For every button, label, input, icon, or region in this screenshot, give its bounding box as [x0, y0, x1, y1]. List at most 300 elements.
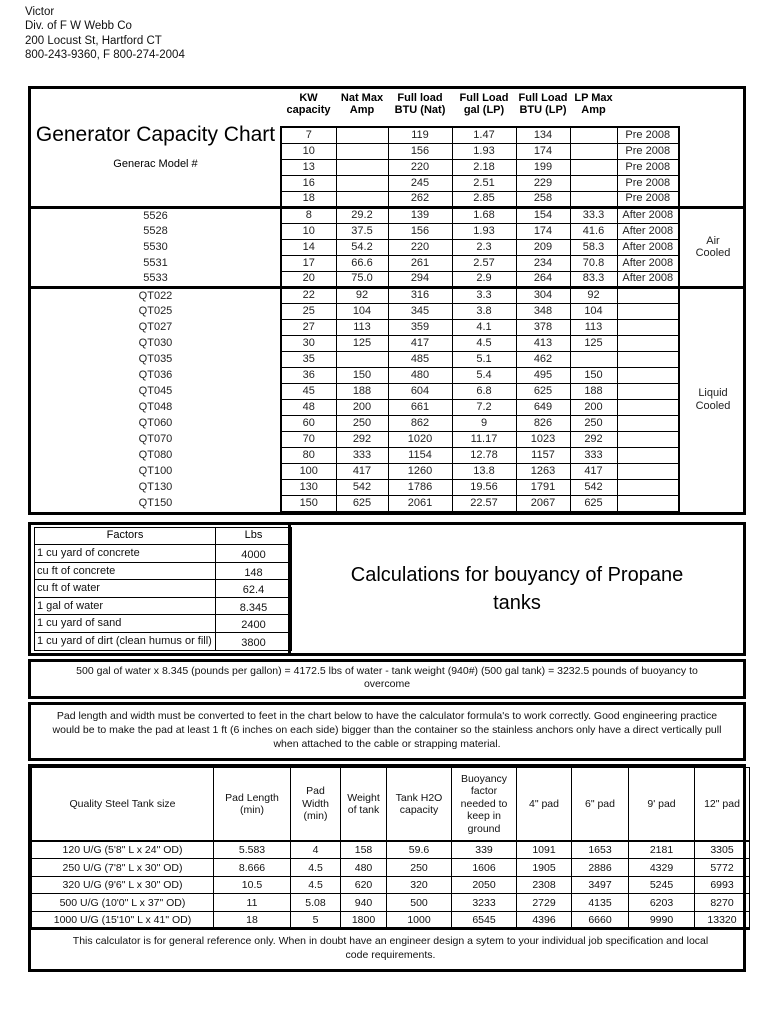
- qt-full-load-gal-lp: 4.1: [452, 319, 516, 335]
- model-number: QT022: [31, 287, 281, 303]
- pad-table-row: [32, 894, 750, 912]
- pad-pad-6in: 2886: [572, 859, 629, 877]
- model-number: QT027: [138, 320, 173, 333]
- pre2008-nat-max-amp: [336, 143, 388, 159]
- after2008-full-load-gal-lp: 1.68: [452, 207, 516, 223]
- after2008-era: After 2008: [617, 239, 679, 255]
- pre2008-full-load-btu-nat: 156: [388, 143, 452, 159]
- pad-tank-h2o-capacity: 500: [387, 894, 452, 912]
- factors-row: [35, 597, 292, 615]
- qt-lp-max-amp: 333: [570, 447, 617, 463]
- qt-full-load-btu-nat: 417: [388, 335, 452, 351]
- pad-pad-4in: 2729: [517, 894, 572, 912]
- column-header-era-blank: [617, 89, 679, 127]
- water-calc-note: 500 gal of water x 8.345 (pounds per gallon) = 4172.5 lbs of water - tank weight (940#) (500 gal tank) = 3232.5 pounds of buoyancy to overcome: [28, 659, 746, 700]
- generator-capacity-section: [28, 86, 746, 515]
- qt-nat-max-amp: 125: [336, 335, 388, 351]
- qt-full-load-btu-lp: 495: [516, 367, 570, 383]
- pre2008-nat-max-amp: [336, 191, 388, 207]
- column-header-full-load-gal-lp: Full Load gal (LP): [459, 92, 509, 117]
- pad-weight-of-tank: 620: [341, 876, 387, 894]
- letterhead-division: Div. of F W Webb Co: [25, 20, 132, 33]
- qt-nat-max-amp: 104: [336, 303, 388, 319]
- pad-table-header-row: [32, 767, 750, 841]
- pre2008-era: Pre 2008: [617, 143, 679, 159]
- pad-pad-9in: 9990: [629, 911, 695, 929]
- pad-table-header-tank-size: Quality Steel Tank size: [32, 767, 214, 841]
- pad-pad-12in: 6993: [695, 876, 750, 894]
- pre2008-era: Pre 2008: [617, 127, 679, 143]
- qt-era: [617, 367, 679, 383]
- pad-tank-h2o-capacity: 1000: [387, 911, 452, 929]
- factors-table: [34, 527, 292, 651]
- pre2008-kw-capacity: 16: [281, 175, 336, 191]
- after2008-full-load-btu-nat: 139: [388, 207, 452, 223]
- qt-full-load-btu-nat: 480: [388, 367, 452, 383]
- pad-tank-size: 250 U/G (7'8" L x 30" OD): [32, 859, 214, 877]
- pad-buoyancy-factor: 2050: [452, 876, 517, 894]
- qt-era: [617, 287, 679, 303]
- qt-row: [31, 479, 746, 495]
- after2008-full-load-btu-lp: 209: [516, 239, 570, 255]
- pad-table-header-pad-9in: 9' pad: [629, 767, 695, 841]
- column-header-lp-max-amp: LP Max Amp: [574, 92, 613, 117]
- pre2008-lp-max-amp: [570, 175, 617, 191]
- pad-pad-4in: 4396: [517, 911, 572, 929]
- qt-lp-max-amp: 292: [570, 431, 617, 447]
- after2008-row: [31, 271, 746, 287]
- qt-row: [31, 399, 746, 415]
- buoyancy-section: [28, 522, 746, 656]
- qt-row: [31, 431, 746, 447]
- qt-era: [617, 447, 679, 463]
- qt-row: [31, 287, 746, 303]
- after2008-nat-max-amp: 75.0: [336, 271, 388, 287]
- qt-full-load-btu-nat: 345: [388, 303, 452, 319]
- qt-lp-max-amp: 113: [570, 319, 617, 335]
- buoyancy-heading: Calculations for bouyancy of Propane tanks: [350, 563, 684, 614]
- qt-nat-max-amp: 292: [336, 431, 388, 447]
- qt-full-load-btu-lp: 378: [516, 319, 570, 335]
- air-cooled-label: Air Cooled: [679, 207, 746, 287]
- qt-nat-max-amp: 625: [336, 495, 388, 511]
- factors-header-lbs: Lbs: [216, 527, 292, 545]
- factor-value: 148: [216, 562, 292, 580]
- factor-value: 62.4: [216, 580, 292, 598]
- model-number: 5528: [143, 224, 168, 237]
- qt-full-load-btu-nat: 1020: [388, 431, 452, 447]
- qt-full-load-btu-nat: 1260: [388, 463, 452, 479]
- factor-value: 3800: [216, 632, 292, 650]
- column-header-nat-max-amp: Nat Max Amp: [340, 92, 384, 117]
- liquid-cooled-label: Liquid Cooled: [679, 287, 746, 511]
- after2008-nat-max-amp: 54.2: [336, 239, 388, 255]
- qt-full-load-btu-lp: 304: [516, 287, 570, 303]
- qt-full-load-btu-lp: 1023: [516, 431, 570, 447]
- after2008-kw-capacity: 8: [281, 207, 336, 223]
- qt-nat-max-amp: 333: [336, 447, 388, 463]
- pad-pad-6in: 4135: [572, 894, 629, 912]
- qt-full-load-btu-lp: 348: [516, 303, 570, 319]
- letterhead-name: Victor: [25, 6, 55, 18]
- qt-nat-max-amp: 113: [336, 319, 388, 335]
- pad-pad-12in: 3305: [695, 841, 750, 859]
- qt-nat-max-amp: 92: [336, 287, 388, 303]
- qt-kw-capacity: 60: [281, 415, 336, 431]
- qt-full-load-btu-nat: 2061: [388, 495, 452, 511]
- pad-pad-12in: 5772: [695, 859, 750, 877]
- pad-buoyancy-factor: 6545: [452, 911, 517, 929]
- factor-value: 2400: [216, 615, 292, 633]
- qt-era: [617, 351, 679, 367]
- after2008-full-load-btu-lp: 154: [516, 207, 570, 223]
- after2008-nat-max-amp: 66.6: [336, 255, 388, 271]
- qt-lp-max-amp: 188: [570, 383, 617, 399]
- pad-pad-12in: 13320: [695, 911, 750, 929]
- model-number: QT150: [138, 496, 173, 509]
- pad-pad-9in: 5245: [629, 876, 695, 894]
- model-number: QT060: [138, 416, 173, 429]
- qt-row: [31, 367, 746, 383]
- pad-pad-4in: 1091: [517, 841, 572, 859]
- qt-full-load-btu-lp: 649: [516, 399, 570, 415]
- qt-kw-capacity: 30: [281, 335, 336, 351]
- after2008-nat-max-amp: 37.5: [336, 223, 388, 239]
- pad-tank-size: 500 U/G (10'0" L x 37" OD): [32, 894, 214, 912]
- factor-label: 1 cu yard of concrete: [35, 545, 216, 563]
- pad-table-header-pad-length-min: Pad Length (min): [214, 767, 291, 841]
- after2008-era: After 2008: [617, 223, 679, 239]
- after2008-full-load-gal-lp: 1.93: [452, 223, 516, 239]
- qt-full-load-btu-nat: 359: [388, 319, 452, 335]
- pad-table-section: [28, 764, 746, 972]
- qt-full-load-gal-lp: 9: [452, 415, 516, 431]
- qt-kw-capacity: 35: [281, 351, 336, 367]
- pad-pad-9in: 4329: [629, 859, 695, 877]
- pad-buoyancy-factor: 3233: [452, 894, 517, 912]
- qt-full-load-gal-lp: 5.4: [452, 367, 516, 383]
- pad-table-row: [32, 841, 750, 859]
- qt-kw-capacity: 45: [281, 383, 336, 399]
- pad-table-row: [32, 911, 750, 929]
- qt-kw-capacity: 100: [281, 463, 336, 479]
- after2008-row: [31, 207, 746, 223]
- after2008-full-load-gal-lp: 2.3: [452, 239, 516, 255]
- after2008-era: After 2008: [617, 255, 679, 271]
- factors-header-label: Factors: [35, 527, 216, 545]
- pad-table-header-pad-4in: 4" pad: [517, 767, 572, 841]
- qt-era: [617, 463, 679, 479]
- qt-full-load-btu-lp: 462: [516, 351, 570, 367]
- factor-label: 1 gal of water: [35, 597, 216, 615]
- pad-table-header-pad-6in: 6" pad: [572, 767, 629, 841]
- pad-pad-9in: 6203: [629, 894, 695, 912]
- pad-pad-12in: 8270: [695, 894, 750, 912]
- after2008-era: After 2008: [617, 207, 679, 223]
- factors-row: [35, 562, 292, 580]
- pad-table-header-pad-12in: 12" pad: [695, 767, 750, 841]
- pad-table-footer-row: [32, 929, 750, 969]
- qt-lp-max-amp: [570, 351, 617, 367]
- pre2008-full-load-btu-lp: 229: [516, 175, 570, 191]
- qt-full-load-gal-lp: 4.5: [452, 335, 516, 351]
- after2008-full-load-btu-nat: 156: [388, 223, 452, 239]
- pre2008-lp-max-amp: [570, 159, 617, 175]
- model-number: QT025: [138, 304, 173, 317]
- generator-table-header-row: [31, 89, 746, 127]
- pre2008-nat-max-amp: [336, 159, 388, 175]
- pad-pad-width-min: 5.08: [291, 894, 341, 912]
- pre2008-era: Pre 2008: [617, 159, 679, 175]
- pad-weight-of-tank: 480: [341, 859, 387, 877]
- factors-row: [35, 615, 292, 633]
- pad-weight-of-tank: 158: [341, 841, 387, 859]
- pad-pad-4in: 1905: [517, 859, 572, 877]
- qt-full-load-btu-nat: 316: [388, 287, 452, 303]
- model-number: QT045: [138, 384, 173, 397]
- factors-header-row: [35, 527, 292, 545]
- after2008-full-load-btu-nat: 261: [388, 255, 452, 271]
- pre2008-lp-max-amp: [570, 191, 617, 207]
- model-number: QT030: [138, 336, 173, 349]
- qt-lp-max-amp: 625: [570, 495, 617, 511]
- factors-row: [35, 545, 292, 563]
- pre2008-kw-capacity: 7: [281, 127, 336, 143]
- qt-row: [31, 447, 746, 463]
- qt-nat-max-amp: 250: [336, 415, 388, 431]
- after2008-full-load-gal-lp: 2.9: [452, 271, 516, 287]
- qt-lp-max-amp: 150: [570, 367, 617, 383]
- after2008-row: [31, 255, 746, 271]
- pre2008-era: Pre 2008: [617, 175, 679, 191]
- pre2008-full-load-gal-lp: 2.18: [452, 159, 516, 175]
- qt-nat-max-amp: 542: [336, 479, 388, 495]
- pre2008-full-load-btu-lp: 199: [516, 159, 570, 175]
- column-header-full-load-btu-lp: Full Load BTU (LP): [518, 92, 568, 117]
- model-number: 5531: [143, 256, 168, 269]
- qt-kw-capacity: 70: [281, 431, 336, 447]
- qt-era: [617, 415, 679, 431]
- qt-lp-max-amp: 104: [570, 303, 617, 319]
- qt-full-load-btu-lp: 2067: [516, 495, 570, 511]
- pad-table-header-pad-width-min: Pad Width (min): [291, 767, 341, 841]
- pad-pad-length-min: 18: [214, 911, 291, 929]
- pad-pad-width-min: 4.5: [291, 876, 341, 894]
- qt-full-load-btu-nat: 1154: [388, 447, 452, 463]
- qt-era: [617, 319, 679, 335]
- after2008-lp-max-amp: 33.3: [570, 207, 617, 223]
- letterhead: [25, 5, 768, 62]
- pad-table-header-weight-of-tank: Weight of tank: [341, 767, 387, 841]
- factor-label: 1 cu yard of sand: [35, 615, 216, 633]
- qt-era: [617, 495, 679, 511]
- letterhead-phone: 800-243-9360, F 800-274-2004: [25, 48, 185, 61]
- after2008-era: After 2008: [617, 271, 679, 287]
- pad-pad-6in: 1653: [572, 841, 629, 859]
- column-header-full-load-btu-nat: Full load BTU (Nat): [394, 92, 446, 117]
- after2008-kw-capacity: 14: [281, 239, 336, 255]
- qt-row: [31, 463, 746, 479]
- qt-full-load-gal-lp: 3.3: [452, 287, 516, 303]
- pad-tank-h2o-capacity: 320: [387, 876, 452, 894]
- after2008-full-load-btu-lp: 264: [516, 271, 570, 287]
- pad-table: [31, 767, 750, 969]
- qt-full-load-btu-nat: 604: [388, 383, 452, 399]
- pad-tank-size: 320 U/G (9'6" L x 30" OD): [32, 876, 214, 894]
- after2008-kw-capacity: 10: [281, 223, 336, 239]
- qt-full-load-gal-lp: 12.78: [452, 447, 516, 463]
- pre2008-full-load-gal-lp: 2.51: [452, 175, 516, 191]
- qt-row: [31, 415, 746, 431]
- qt-full-load-gal-lp: 6.8: [452, 383, 516, 399]
- qt-full-load-btu-nat: 485: [388, 351, 452, 367]
- pre2008-full-load-btu-lp: 174: [516, 143, 570, 159]
- qt-era: [617, 383, 679, 399]
- model-number: 5533: [143, 272, 168, 285]
- qt-kw-capacity: 27: [281, 319, 336, 335]
- qt-lp-max-amp: 92: [570, 287, 617, 303]
- pad-pad-length-min: 8.666: [214, 859, 291, 877]
- generator-capacity-table: [31, 89, 746, 512]
- pad-weight-of-tank: 940: [341, 894, 387, 912]
- pad-pad-6in: 6660: [572, 911, 629, 929]
- qt-kw-capacity: 22: [281, 287, 336, 303]
- after2008-lp-max-amp: 83.3: [570, 271, 617, 287]
- pre2008-full-load-gal-lp: 2.85: [452, 191, 516, 207]
- after2008-full-load-btu-nat: 294: [388, 271, 452, 287]
- pad-table-header-tank-h2o-capacity: Tank H2O capacity: [387, 767, 452, 841]
- pad-weight-of-tank: 1800: [341, 911, 387, 929]
- pre2008-full-load-btu-nat: 119: [388, 127, 452, 143]
- model-number: QT048: [138, 400, 173, 413]
- pad-table-row: [32, 876, 750, 894]
- after2008-kw-capacity: 20: [281, 271, 336, 287]
- pre2008-full-load-btu-nat: 220: [388, 159, 452, 175]
- model-number: QT130: [138, 480, 173, 493]
- pad-tank-h2o-capacity: 59.6: [387, 841, 452, 859]
- qt-full-load-btu-lp: 625: [516, 383, 570, 399]
- generator-table-subtitle: Generac Model #: [113, 158, 198, 171]
- qt-era: [617, 335, 679, 351]
- pre2008-full-load-btu-lp: 134: [516, 127, 570, 143]
- factor-value: 4000: [216, 545, 292, 563]
- qt-full-load-btu-lp: 826: [516, 415, 570, 431]
- model-number: QT080: [138, 448, 173, 461]
- qt-row: [31, 319, 746, 335]
- pre2008-nat-max-amp: [336, 127, 388, 143]
- qt-era: [617, 399, 679, 415]
- pad-tank-h2o-capacity: 250: [387, 859, 452, 877]
- column-header-kw-capacity: KW capacity: [286, 92, 331, 117]
- qt-full-load-gal-lp: 13.8: [452, 463, 516, 479]
- qt-era: [617, 479, 679, 495]
- pad-pad-length-min: 10.5: [214, 876, 291, 894]
- after2008-kw-capacity: 17: [281, 255, 336, 271]
- pre2008-full-load-gal-lp: 1.47: [452, 127, 516, 143]
- after2008-full-load-gal-lp: 2.57: [452, 255, 516, 271]
- qt-row: [31, 383, 746, 399]
- pre2008-full-load-btu-nat: 262: [388, 191, 452, 207]
- qt-row: [31, 351, 746, 367]
- after2008-lp-max-amp: 58.3: [570, 239, 617, 255]
- qt-full-load-btu-lp: 1263: [516, 463, 570, 479]
- qt-lp-max-amp: 250: [570, 415, 617, 431]
- factor-label: cu ft of water: [35, 580, 216, 598]
- qt-era: [617, 431, 679, 447]
- pad-pad-6in: 3497: [572, 876, 629, 894]
- factors-row: [35, 632, 292, 650]
- qt-full-load-btu-nat: 862: [388, 415, 452, 431]
- document-content: [28, 86, 746, 972]
- qt-lp-max-amp: 200: [570, 399, 617, 415]
- qt-nat-max-amp: [336, 351, 388, 367]
- factor-value: 8.345: [216, 597, 292, 615]
- qt-kw-capacity: 36: [281, 367, 336, 383]
- model-number: 5526: [31, 207, 281, 223]
- pre2008-era: Pre 2008: [617, 191, 679, 207]
- model-number: QT070: [138, 432, 173, 445]
- qt-kw-capacity: 48: [281, 399, 336, 415]
- qt-nat-max-amp: 150: [336, 367, 388, 383]
- pre2008-full-load-gal-lp: 1.93: [452, 143, 516, 159]
- pre2008-nat-max-amp: [336, 175, 388, 191]
- qt-full-load-gal-lp: 11.17: [452, 431, 516, 447]
- generator-table-title-cell: [31, 89, 281, 207]
- qt-full-load-gal-lp: 7.2: [452, 399, 516, 415]
- qt-kw-capacity: 150: [281, 495, 336, 511]
- factor-label: 1 cu yard of dirt (clean humus or fill): [35, 632, 216, 650]
- letterhead-street: 200 Locust St, Hartford CT: [25, 34, 162, 47]
- qt-full-load-btu-lp: 413: [516, 335, 570, 351]
- qt-nat-max-amp: 417: [336, 463, 388, 479]
- model-number: 5530: [143, 240, 168, 253]
- pad-note: Pad length and width must be converted to feet in the chart below to have the calculator formula's to work correctly. Good engineering practice would be to make the pad at least 1 ft (6 inches on each side) bigger than the container so the stainless anchors only have a direct vertically pull when attached to the cable or strapping material.: [28, 702, 746, 761]
- qt-full-load-gal-lp: 5.1: [452, 351, 516, 367]
- pad-table-row: [32, 859, 750, 877]
- after2008-lp-max-amp: 70.8: [570, 255, 617, 271]
- pad-pad-width-min: 4: [291, 841, 341, 859]
- buoyancy-heading-area: [291, 525, 743, 653]
- qt-full-load-btu-nat: 661: [388, 399, 452, 415]
- pre2008-kw-capacity: 18: [281, 191, 336, 207]
- qt-kw-capacity: 25: [281, 303, 336, 319]
- after2008-row: [31, 223, 746, 239]
- factors-row: [35, 580, 292, 598]
- after2008-full-load-btu-lp: 234: [516, 255, 570, 271]
- qt-full-load-gal-lp: 22.57: [452, 495, 516, 511]
- pad-pad-length-min: 5.583: [214, 841, 291, 859]
- model-number: QT036: [138, 368, 173, 381]
- disclaimer-note: This calculator is for general reference only. When in doubt have an engineer design a sytem to your individual job specification and local code requirements.: [32, 929, 750, 969]
- after2008-lp-max-amp: 41.6: [570, 223, 617, 239]
- qt-nat-max-amp: 200: [336, 399, 388, 415]
- qt-row: [31, 495, 746, 511]
- pre2008-full-load-btu-lp: 258: [516, 191, 570, 207]
- pad-tank-size: 120 U/G (5'8" L x 24" OD): [32, 841, 214, 859]
- qt-nat-max-amp: 188: [336, 383, 388, 399]
- pad-pad-length-min: 11: [214, 894, 291, 912]
- factors-table-wrap: [31, 525, 291, 653]
- pre2008-kw-capacity: 13: [281, 159, 336, 175]
- pad-buoyancy-factor: 1606: [452, 859, 517, 877]
- qt-lp-max-amp: 125: [570, 335, 617, 351]
- after2008-full-load-btu-nat: 220: [388, 239, 452, 255]
- factor-label: cu ft of concrete: [35, 562, 216, 580]
- model-number: QT100: [138, 464, 173, 477]
- model-number: QT035: [138, 352, 173, 365]
- qt-row: [31, 335, 746, 351]
- qt-era: [617, 303, 679, 319]
